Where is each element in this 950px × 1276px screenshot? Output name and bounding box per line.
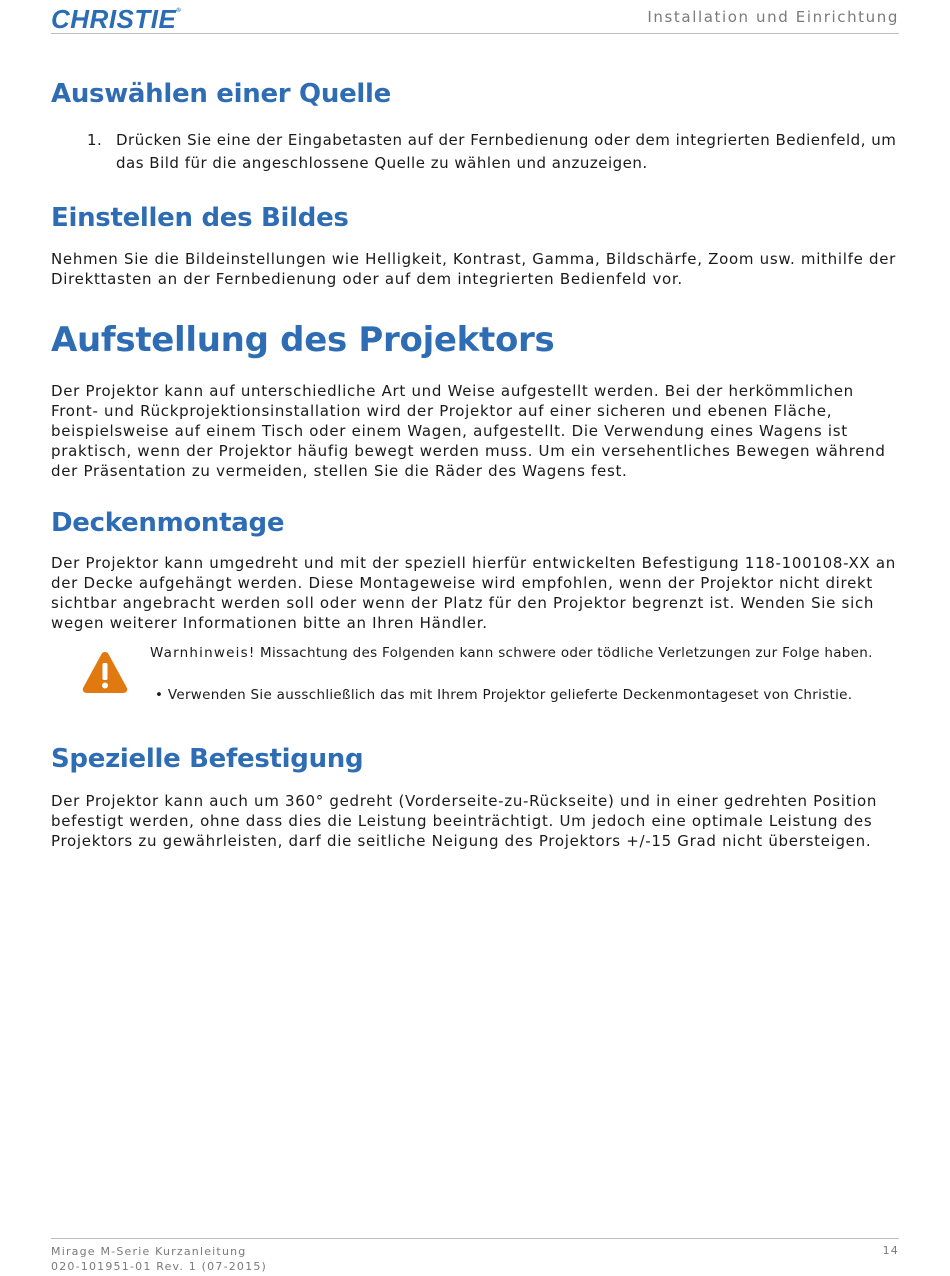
heading-einstellen-bildes: Einstellen des Bildes bbox=[51, 203, 349, 233]
warning-bullet bbox=[155, 687, 899, 703]
header-section-title: Installation und Einrichtung bbox=[647, 8, 899, 26]
footer-document-info bbox=[51, 1244, 267, 1274]
footer-doc-title: Mirage M-Serie Kurzanleitung bbox=[51, 1245, 247, 1258]
header-divider bbox=[51, 33, 899, 34]
bullet-mark: • bbox=[155, 687, 164, 703]
steps-list bbox=[51, 129, 899, 175]
heading-deckenmontage: Deckenmontage bbox=[51, 508, 285, 538]
brand-registered-mark: ® bbox=[176, 8, 182, 14]
brand-name: CHRISTIE bbox=[51, 4, 177, 34]
heading-auswaehlen-quelle: Auswählen einer Quelle bbox=[51, 79, 391, 109]
paragraph-befestigung: Der Projektor kann auch um 360° gedreht (Vorderseite-zu-Rückseite) und in einer gedrehten Position befestigt werden, ohne dass dies die Leistung beeinträchtigt. Um jedoch eine optimale Leistung des Projektors zu gewährleisten, darf die seitliche Neigung des Projektors +/-15 Grad nicht übersteigen. bbox=[51, 792, 878, 850]
warning-box bbox=[51, 641, 899, 705]
christie-logo bbox=[51, 4, 181, 35]
paragraph-bildeinstellungen: Nehmen Sie die Bildeinstellungen wie Helligkeit, Kontrast, Gamma, Bildschärfe, Zoom usw. mithilfe der Direkttasten an der Fernbedienung oder auf dem integrierten Bedienfeld vor. bbox=[51, 250, 897, 288]
warning-message bbox=[150, 644, 899, 663]
paragraph-aufstellung: Der Projektor kann auf unterschiedliche Art und Weise aufgestellt werden. Bei der herkömmlichen Front- und Rückprojektionsinstallation wird der Projektor auf einer sicheren und ebenen Fläche, beispielsweise auf einem Tisch oder einem Wagen, aufgestellt. Die Verwendung eines Wagens ist praktisch, wenn der Projektor häufig bewegt werden muss. Um ein versehentliches Bewegen während der Präsentation zu vermeiden, stellen Sie die Räder des Wagens fest. bbox=[51, 382, 886, 480]
heading-spezielle-befestigung: Spezielle Befestigung bbox=[51, 744, 364, 774]
footer-divider bbox=[51, 1238, 899, 1239]
step-item bbox=[51, 129, 899, 175]
heading-aufstellung-projektors: Aufstellung des Projektors bbox=[51, 320, 555, 360]
warning-bullet-text: Verwenden Sie ausschließlich das mit Ihrem Projektor gelieferte Deckenmontageset von Christie. bbox=[167, 687, 853, 703]
footer-doc-number: 020-101951-01 Rev. 1 (07-2015) bbox=[51, 1260, 268, 1273]
step-text: Drücken Sie eine der Eingabetasten auf der Fernbedienung oder dem integrierten Bedienfeld, um das Bild für die angeschlossene Quelle zu wählen und anzuzeigen. bbox=[116, 131, 897, 172]
warning-triangle-icon bbox=[81, 650, 129, 694]
step-number: 1. bbox=[87, 131, 103, 149]
warning-text: Missachtung des Folgenden kann schwere oder tödliche Verletzungen zur Folge haben. bbox=[260, 645, 873, 661]
page-number: 14 bbox=[882, 1244, 899, 1257]
warning-label: Warnhinweis! bbox=[150, 645, 256, 661]
paragraph-deckenmontage: Der Projektor kann umgedreht und mit der speziell hierfür entwickelten Befestigung 118-100108-XX an der Decke aufgehängt werden. Diese Montageweise wird empfohlen, wenn der Projektor nicht direkt sichtbar angebracht werden soll oder wenn der Platz für den Projektor begrenzt ist. Wenden Sie sich wegen weiterer Informationen bitte an Ihren Händler. bbox=[51, 554, 896, 632]
